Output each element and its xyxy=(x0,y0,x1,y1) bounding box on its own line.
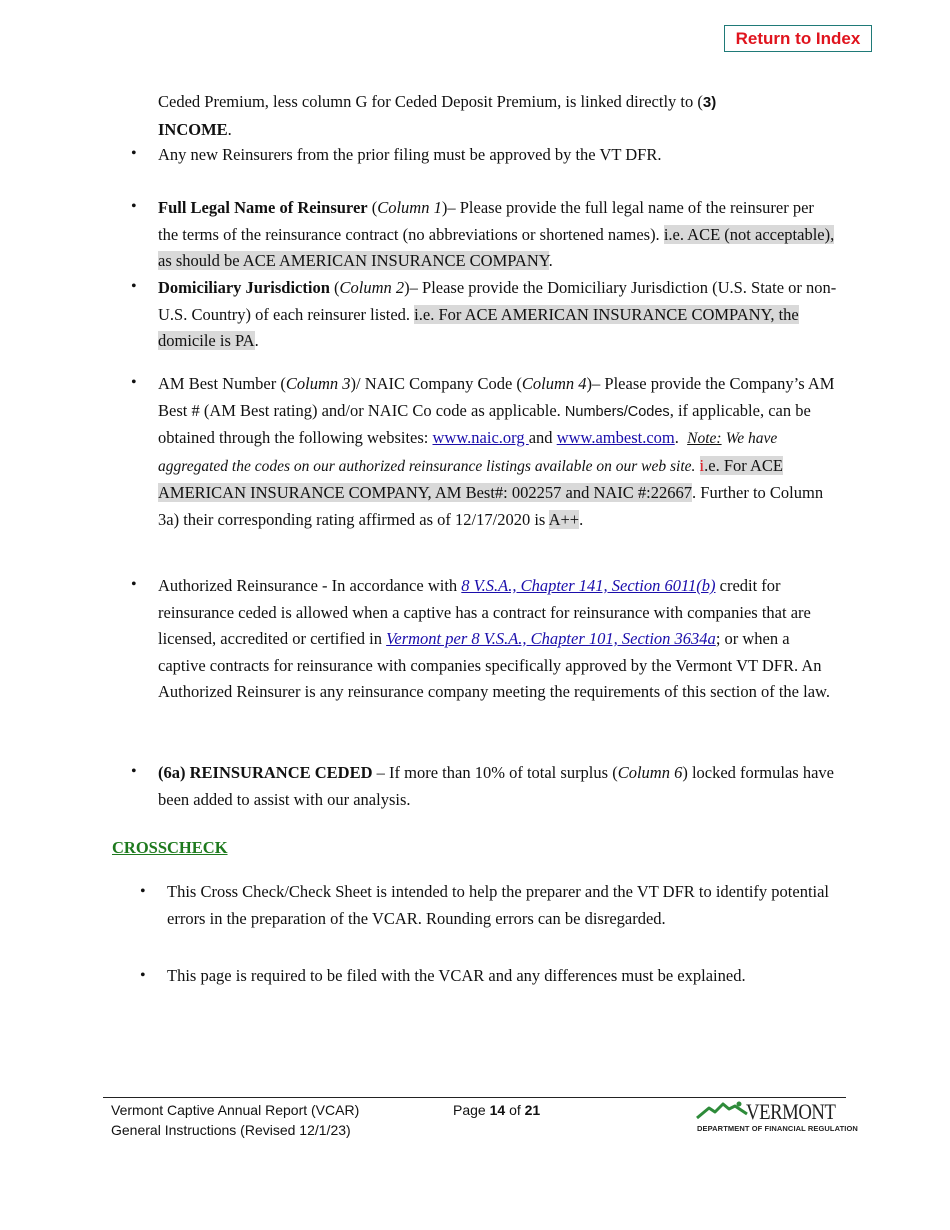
domiciliary-example: i.e. For ACE AMERICAN INSURANCE COMPANY, the domicile is PA xyxy=(158,304,799,350)
column-2-label: Column 2 xyxy=(339,278,405,297)
footer-line-2: General Instructions (Revised 12/1/23) xyxy=(111,1122,351,1138)
crosscheck-item-1: This Cross Check/Check Sheet is intended to help the preparer and the VT DFR to identify potential errors in the preparation of the VCAR. Rounding errors can be disregarded. xyxy=(167,882,830,928)
authorized-text1: credit for reinsurance ceded is allowed when a captive has a contract for reinsurance with companies that are licensed, accredited or certified in xyxy=(158,576,811,648)
reinsurance-ceded-text2: ) locked formulas have been added to assist with our analysis. xyxy=(158,763,834,809)
vermont-logo-text: VERMONT xyxy=(746,1099,836,1124)
footer-report-title xyxy=(111,1100,359,1140)
reinsurance-ceded-heading: (6a) REINSURANCE CEDED xyxy=(158,763,373,782)
bullet: • xyxy=(131,145,137,162)
legal-name-text: – Please provide the full legal name of the reinsurer per the terms of the reinsurance contract (no abbreviations or shortened names). xyxy=(158,198,814,244)
bullet-authorized-reinsurance xyxy=(158,573,838,706)
page-word: Page xyxy=(453,1102,486,1118)
example-red-i: i xyxy=(699,455,705,475)
page-current: 14 xyxy=(489,1102,506,1118)
am-best-further: . Further to Column 3a) their corresponding rating affirmed as of 12/17/2020 is xyxy=(158,483,824,529)
column-4-label: Column 4 xyxy=(521,374,587,393)
intro-period: . xyxy=(227,119,232,139)
crosscheck-bullet: • xyxy=(140,967,146,984)
bullet-reinsurance-ceded xyxy=(158,760,838,813)
statute-6011-link[interactable]: 8 V.S.A., Chapter 141, Section 6011(b) xyxy=(461,576,716,595)
authorized-text2: ; or when a captive contracts for reinsurance with companies specifically approved by the Vermont VT DFR. An Authorized Reinsurer is any reinsurance company meeting the requirements of this section of the law. xyxy=(158,629,831,701)
bullet: • xyxy=(131,576,137,593)
legal-name-heading: Full Legal Name of Reinsurer xyxy=(158,198,368,217)
domiciliary-end: . xyxy=(254,331,259,350)
crosscheck-item-2: This page is required to be filed with the VCAR and any differences must be explained. xyxy=(167,966,746,985)
bullet-legal-name: Full Legal Name of Reinsurer (Column 1)– Please provide the full legal name of the reinsurer per the terms of the reinsurance contract (no abbreviations or shortened names). i.e. ACE (not acceptable), as should be ACE AMERICAN INSURANCE COMPANY. xyxy=(158,198,835,270)
domiciliary-heading: Domiciliary Jurisdiction xyxy=(158,278,330,297)
crosscheck-bullet: • xyxy=(140,883,146,900)
of-word: of xyxy=(509,1102,521,1118)
column-3-label: Column 3 xyxy=(285,374,351,393)
column-6-label: Column 6 xyxy=(617,763,683,782)
new-reinsurers-text: Any new Reinsurers from the prior filing must be approved by the VT DFR. xyxy=(158,145,662,164)
note-label: Note: xyxy=(687,430,722,447)
legal-name-end: . xyxy=(548,251,553,270)
domiciliary-text: – Please provide the Domiciliary Jurisdiction (U.S. State or non-U.S. Country) of each reinsurer listed. xyxy=(158,278,837,324)
and-word: and xyxy=(528,428,553,447)
intro-ref-word: INCOME xyxy=(158,119,228,139)
period: . xyxy=(674,428,679,447)
am-best-end: . xyxy=(579,509,584,529)
intro-text: Ceded Premium, less column G for Ceded Deposit Premium, is linked directly to ( xyxy=(158,92,703,111)
intro-paragraph xyxy=(158,89,838,143)
footer-line-1: Vermont Captive Annual Report (VCAR) xyxy=(111,1102,360,1118)
return-to-index-button[interactable]: Return to Index xyxy=(724,25,872,52)
note-text: We have aggregated the codes on our authorized reinsurance listings available on our web site. xyxy=(158,430,778,475)
intro-ref-num: 3) xyxy=(702,94,717,111)
crosscheck-heading: CROSSCHECK xyxy=(112,838,228,857)
page-total: 21 xyxy=(524,1102,541,1118)
rating-value: A++ xyxy=(548,509,580,529)
dfr-logo-subtitle: DEPARTMENT OF FINANCIAL REGULATION xyxy=(697,1124,858,1133)
bullet-domiciliary: Domiciliary Jurisdiction (Column 2)– Please provide the Domiciliary Jurisdiction (U.S. State or non-U.S. Country) of each reinsurer listed. i.e. For ACE AMERICAN INSURANCE COMPANY, the domicile is PA. xyxy=(158,278,837,350)
am-best-text2: , if applicable, can be obtained through the following websites: xyxy=(158,400,811,447)
bullet: • xyxy=(131,198,137,215)
bullet: • xyxy=(131,278,137,295)
column-1-label: Column 1 xyxy=(377,198,442,217)
bullet: • xyxy=(131,374,137,391)
naic-link[interactable]: www.naic.org xyxy=(432,428,529,447)
numbers-codes-word: Numbers/Codes xyxy=(564,403,670,420)
legal-name-example: i.e. ACE (not acceptable), as should be ACE AMERICAN INSURANCE COMPANY xyxy=(158,224,835,270)
am-best-mid: )/ NAIC Company Code ( xyxy=(350,374,522,393)
am-best-example: .e. For ACE AMERICAN INSURANCE COMPANY, AM Best#: 002257 and NAIC #:22667 xyxy=(158,455,783,502)
bullet-am-best xyxy=(158,371,838,533)
page-number xyxy=(453,1100,540,1120)
bullet-new-reinsurers xyxy=(158,142,838,169)
reinsurance-ceded-text: – If more than 10% of total surplus ( xyxy=(372,763,618,782)
am-best-text: )– Please provide the Company’s AM Best # (AM Best rating) and/or NAIC Co code as applicable. xyxy=(158,374,835,420)
am-best-lead: AM Best Number ( xyxy=(158,374,286,393)
authorized-lead: Authorized Reinsurance - In accordance with xyxy=(158,576,458,595)
statute-3634a-link[interactable]: Vermont per 8 V.S.A., Chapter 101, Section 3634a xyxy=(386,629,716,648)
bullet: • xyxy=(131,763,137,780)
ambest-link[interactable]: www.ambest.com xyxy=(556,428,675,447)
